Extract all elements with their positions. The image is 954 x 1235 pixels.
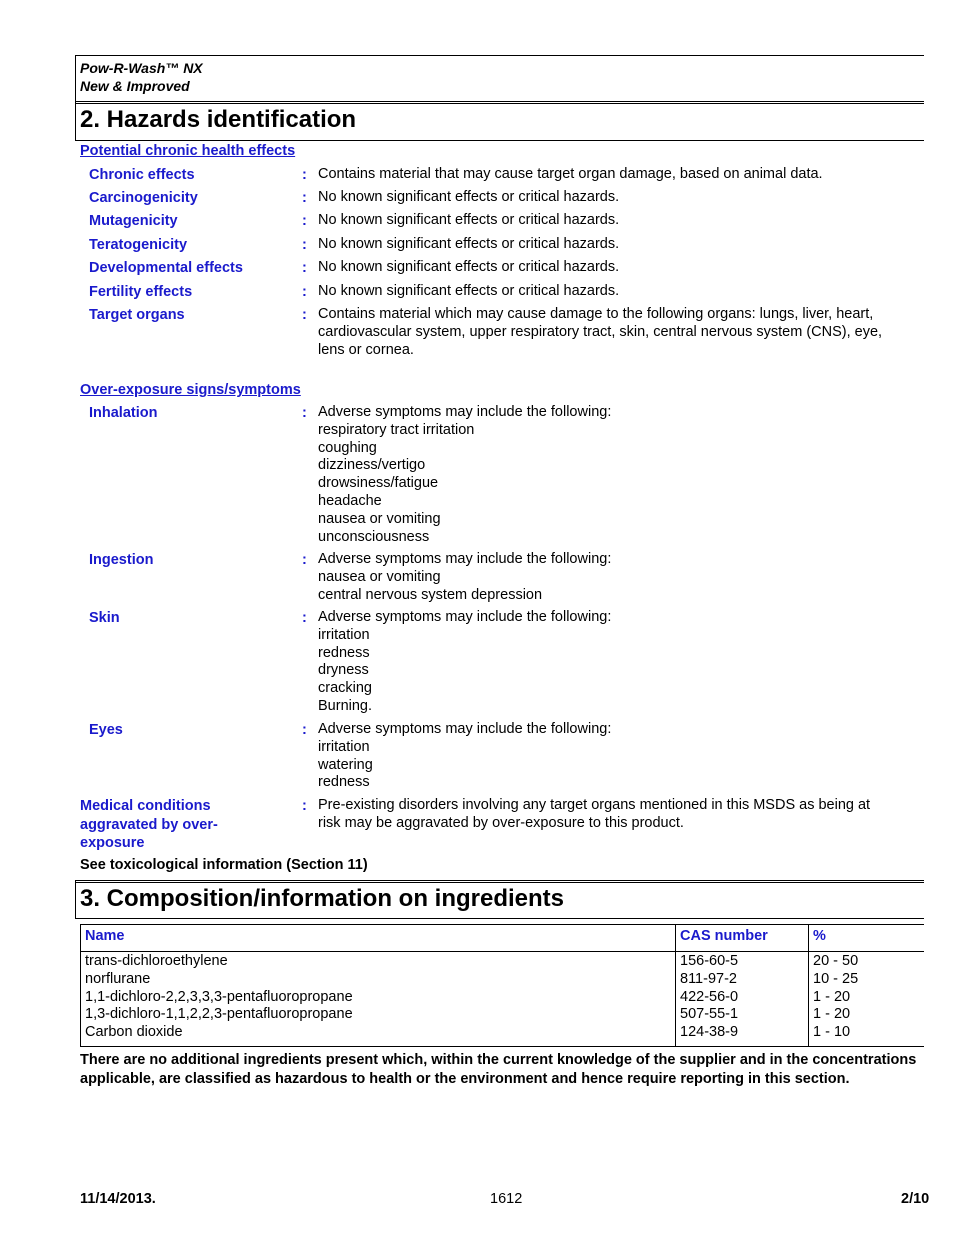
colon: : [302,552,307,568]
overexposure-heading: Over-exposure signs/symptoms [80,382,301,398]
colon: : [302,307,307,323]
chronic-effects-heading: Potential chronic health effects [80,143,296,159]
table-cell-name: 1,3-dichloro-1,1,2,2,3-pentafluoropropane [85,1006,353,1023]
table-cell-name: trans-dichloroethylene [85,953,228,969]
fertility-effects-label: Fertility effects [89,284,193,300]
developmental-effects-label: Developmental effects [89,260,243,276]
footer-page-number: 2/10 [901,1191,930,1207]
product-name: Pow-R-Wash™ NX [80,60,203,76]
colon: : [302,237,307,253]
table-cell-cas: 156-60-5 [680,953,739,969]
section-3-title: 3. Composition/information on ingredients [80,885,564,912]
table-cell-cas: 811-97-2 [680,970,737,987]
colon: : [302,284,307,300]
inhalation-label: Inhalation [89,405,158,421]
column-header-name: Name [85,928,125,944]
colon: : [302,798,307,814]
table-cell-name: norflurane [85,970,151,987]
mutagenicity-value: No known significant effects or critical hazards. [318,212,620,228]
skin-value: Adverse symptoms may include the following: irritation redness dryness cracking Burning. [318,609,612,714]
section-2-title: 2. Hazards identification [80,106,357,133]
colon: : [302,260,307,276]
ingestion-value: Adverse symptoms may include the following: nausea or vomiting central nervous system depression [318,551,612,603]
teratogenicity-label: Teratogenicity [89,237,188,253]
colon: : [302,190,307,206]
colon: : [302,405,307,421]
table-cell-percent: 1 - 10 [813,1024,851,1041]
colon: : [302,722,307,738]
table-cell-cas: 507-55-1 [680,1006,739,1023]
colon: : [302,213,307,229]
colon: : [302,167,307,183]
fertility-effects-value: No known significant effects or critical hazards. [318,283,620,299]
product-subtitle: New & Improved [80,78,190,94]
footer-code: 1612 [490,1191,523,1207]
mutagenicity-label: Mutagenicity [89,213,178,229]
table-cell-cas: 124-38-9 [680,1024,739,1041]
table-cell-percent: 10 - 25 [813,970,859,987]
inhalation-value: Adverse symptoms may include the following: respiratory tract irritation coughing dizziness/vertigo drowsiness/fatigue headache nausea or vomiting unconsciousness [318,404,612,545]
see-toxicological-info: See toxicological information (Section 11) [80,857,368,873]
skin-label: Skin [89,610,120,626]
medical-conditions-label: Medical conditions aggravated by over- exposure [80,798,218,851]
ingestion-label: Ingestion [89,552,154,568]
target-organs-label: Target organs [89,307,185,323]
eyes-value: Adverse symptoms may include the following: irritation watering redness [318,721,612,791]
column-header-cas: CAS number [680,928,768,944]
table-cell-percent: 1 - 20 [813,988,851,1005]
eyes-label: Eyes [89,722,123,738]
footer-date: 11/14/2013. [80,1191,156,1207]
chronic-effects-value: Contains material that may cause target organ damage, based on animal data. [318,166,823,182]
target-organs-value: Contains material which may cause damage to the following organs: lungs, liver, heart, cardiovascular system, upper respiratory tract, skin, central nervous system (CNS), eye, lens or cornea. [318,306,883,358]
name-column [85,953,353,1042]
table-cell-percent: 20 - 50 [813,953,859,969]
medical-conditions-value: Pre-existing disorders involving any target organs mentioned in this MSDS as being at risk may be aggravated by over-exposure to this product. [318,797,871,831]
table-cell-name: 1,1-dichloro-2,2,3,3,3-pentafluoropropane [85,988,353,1005]
teratogenicity-value: No known significant effects or critical hazards. [318,236,620,252]
table-cell-cas: 422-56-0 [680,988,739,1005]
colon: : [302,610,307,626]
additional-ingredients-note: There are no additional ingredients present which, within the current knowledge of the supplier and in the concentrations applicable, are classified as hazardous to health or the environment and hence require reporting in this section. [80,1052,917,1087]
chronic-effects-label: Chronic effects [89,167,195,183]
table-cell-percent: 1 - 20 [813,1006,851,1023]
cas-column [680,953,738,1042]
table-cell-name: Carbon dioxide [85,1024,183,1041]
carcinogenicity-value: No known significant effects or critical hazards. [318,189,620,205]
developmental-effects-value: No known significant effects or critical hazards. [318,259,620,275]
carcinogenicity-label: Carcinogenicity [89,190,198,206]
column-header-percent: % [813,928,826,944]
percent-column [813,953,858,1042]
